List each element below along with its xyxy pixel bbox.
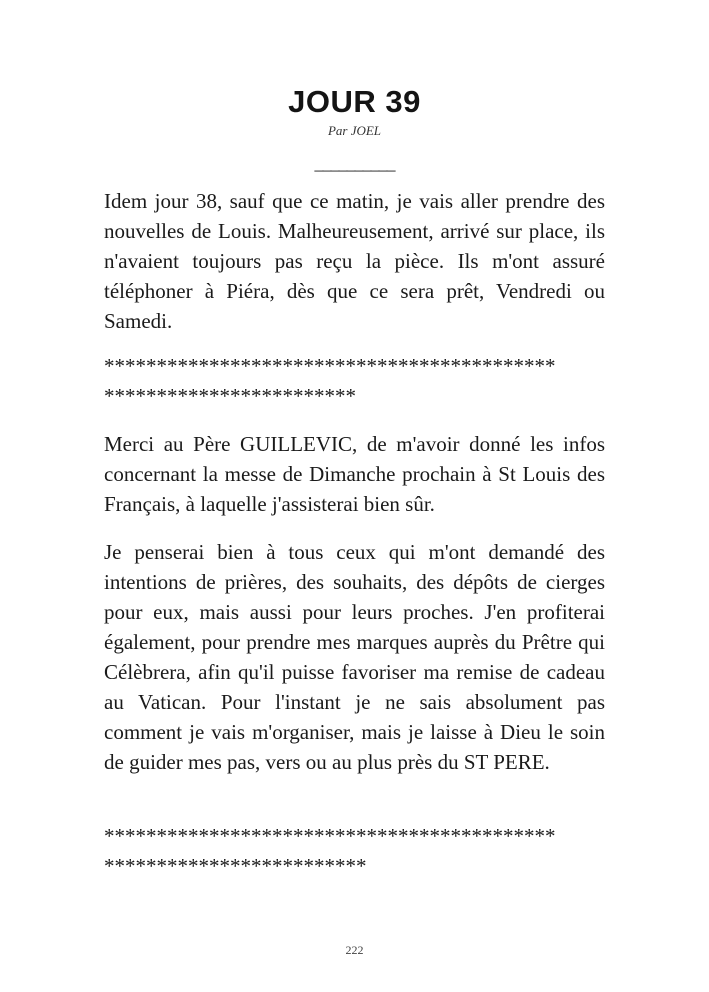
author-byline: Par JOEL <box>327 123 382 138</box>
paragraph-1: Idem jour 38, sauf que ce matin, je vais aller prendre des nouvelles de Louis. Malheureusement, arrivé sur place, ils n'avaient toujours pas reçu la pièce. Ils m'ont assuré téléphoner à Piéra, dès que ce sera prêt, Vendredi ou Samedi. <box>104 189 605 333</box>
title-rule: __________ <box>314 153 395 173</box>
page-title: JOUR 39 <box>288 84 421 119</box>
paragraph-3: Je penserai bien à tous ceux qui m'ont demandé des intentions de prières, des souhaits, des dépôts de cierges pour eux, mais aussi pour leurs proches. J'en profiterai également, pour prendre mes marques auprès du Prêtre qui Célèbrera, afin qu'il puisse favoriser ma remise de cadeau au Vatican. Pour l'instant je ne sais absolument pas comment je vais m'organiser, mais je laisse à Dieu le soin de guider mes pas, vers ou au plus près du ST PERE. <box>104 540 605 774</box>
separator-1-line-1: ******************************************* <box>104 354 556 378</box>
separator-1-line-2: ************************ <box>104 384 356 408</box>
separator-2-line-2: ************************* <box>104 854 367 878</box>
page-number: 222 <box>345 943 364 957</box>
separator-2-line-1: ******************************************* <box>104 824 556 848</box>
paragraph-2: Merci au Père GUILLEVIC, de m'avoir donné les infos concernant la messe de Dimanche prochain à St Louis des Français, à laquelle j'assisterai bien sûr. <box>104 432 605 516</box>
